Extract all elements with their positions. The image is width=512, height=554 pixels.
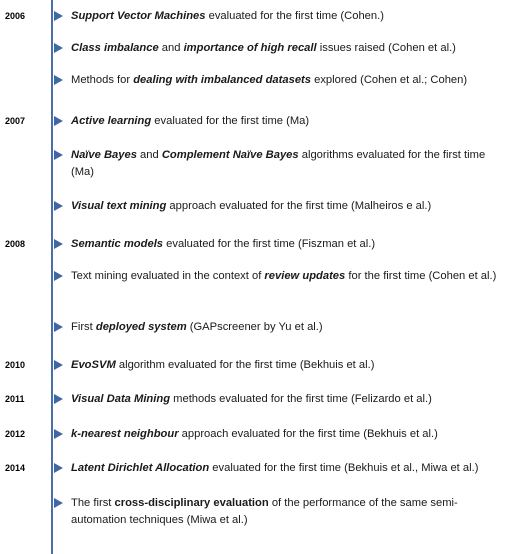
entry-text-segment: issues raised (Cohen et al.) [316,42,456,54]
entry-text-segment: evaluated for the first time (Cohen.) [205,10,384,22]
timeline-entry-text [71,268,505,285]
arrow-marker-icon [54,271,63,281]
arrow-marker-icon [54,322,63,332]
arrow-marker-icon [54,394,63,404]
timeline-axis-line [51,0,53,554]
timeline-entry-text [71,40,505,57]
timeline-entry-text [71,113,505,130]
timeline-entry-text [71,8,505,25]
entry-text-segment: First [71,321,96,333]
entry-text-segment: algorithm evaluated for the first time (Bekhuis et al.) [115,359,375,371]
arrow-marker-icon [54,150,63,160]
highlighted-term: Visual Data Mining [71,393,171,405]
arrow-marker-icon [54,463,63,473]
timeline-entry-text [71,72,505,89]
timeline-year: 2006 [5,11,26,21]
timeline-year: 2008 [5,239,26,249]
timeline-entry-text [71,495,505,529]
highlighted-term: Class imbalance [71,42,159,54]
highlighted-term: Naïve Bayes [71,149,137,161]
timeline-entry-text [71,357,505,374]
timeline-entry-text [71,426,505,443]
arrow-marker-icon [54,239,63,249]
entry-text-segment: of the performance of the same semi-automation techniques (Miwa et al.) [71,497,458,526]
arrow-marker-icon [54,75,63,85]
arrow-marker-icon [54,429,63,439]
entry-text-segment: Text mining evaluated in the context of [71,270,265,282]
arrow-marker-icon [54,43,63,53]
highlighted-term: Latent Dirichlet Allocation [71,462,210,474]
highlighted-term: dealing with imbalanced datasets [133,74,311,86]
timeline-year: 2010 [5,360,26,370]
entry-text-segment: The first [71,497,115,509]
highlighted-term: EvoSVM [71,359,116,371]
entry-text-segment: algorithms evaluated for the first time (Ma) [71,149,486,178]
timeline-year: 2011 [5,394,25,404]
highlighted-term: Support Vector Machines [71,10,206,22]
highlighted-term: importance of high recall [183,42,317,54]
timeline-entry-text [71,319,505,336]
entry-text-segment: methods evaluated for the first time (Felizardo et al.) [170,393,432,405]
highlighted-term: k-nearest neighbour [71,428,179,440]
entry-text-segment: for the first time (Cohen et al.) [345,270,497,282]
entry-text-segment: evaluated for the first time (Fiszman et al.) [163,238,376,250]
timeline-year: 2007 [5,116,26,126]
highlighted-term: Active learning [71,115,152,127]
entry-text-segment: approach evaluated for the first time (Bekhuis et al.) [178,428,438,440]
entry-text-segment: explored (Cohen et al.; Cohen) [311,74,468,86]
entry-text-segment: evaluated for the first time (Ma) [151,115,310,127]
entry-text-segment: approach evaluated for the first time (Malheiros e al.) [166,200,432,212]
entry-text-segment: evaluated for the first time (Bekhuis et al., Miwa et al.) [209,462,479,474]
highlighted-term: deployed system [95,321,187,333]
timeline-entry-text [71,391,505,408]
timeline-entry-text [71,236,505,253]
arrow-marker-icon [54,201,63,211]
highlighted-term: Complement Naïve Bayes [161,149,299,161]
highlighted-term: Visual text mining [71,200,167,212]
highlighted-term: cross-disciplinary evaluation [114,497,269,509]
arrow-marker-icon [54,498,63,508]
entry-text-segment: Methods for [71,74,134,86]
arrow-marker-icon [54,116,63,126]
timeline-entry-text [71,460,505,477]
highlighted-term: review updates [264,270,346,282]
entry-text-segment: and [158,42,184,54]
arrow-marker-icon [54,360,63,370]
entry-text-segment: and [136,149,162,161]
highlighted-term: Semantic models [71,238,164,250]
timeline-entry-text [71,198,505,215]
timeline-year: 2012 [5,429,26,439]
arrow-marker-icon [54,11,63,21]
timeline-year: 2014 [5,463,26,473]
timeline-entry-text [71,147,505,181]
entry-text-segment: (GAPscreener by Yu et al.) [186,321,323,333]
